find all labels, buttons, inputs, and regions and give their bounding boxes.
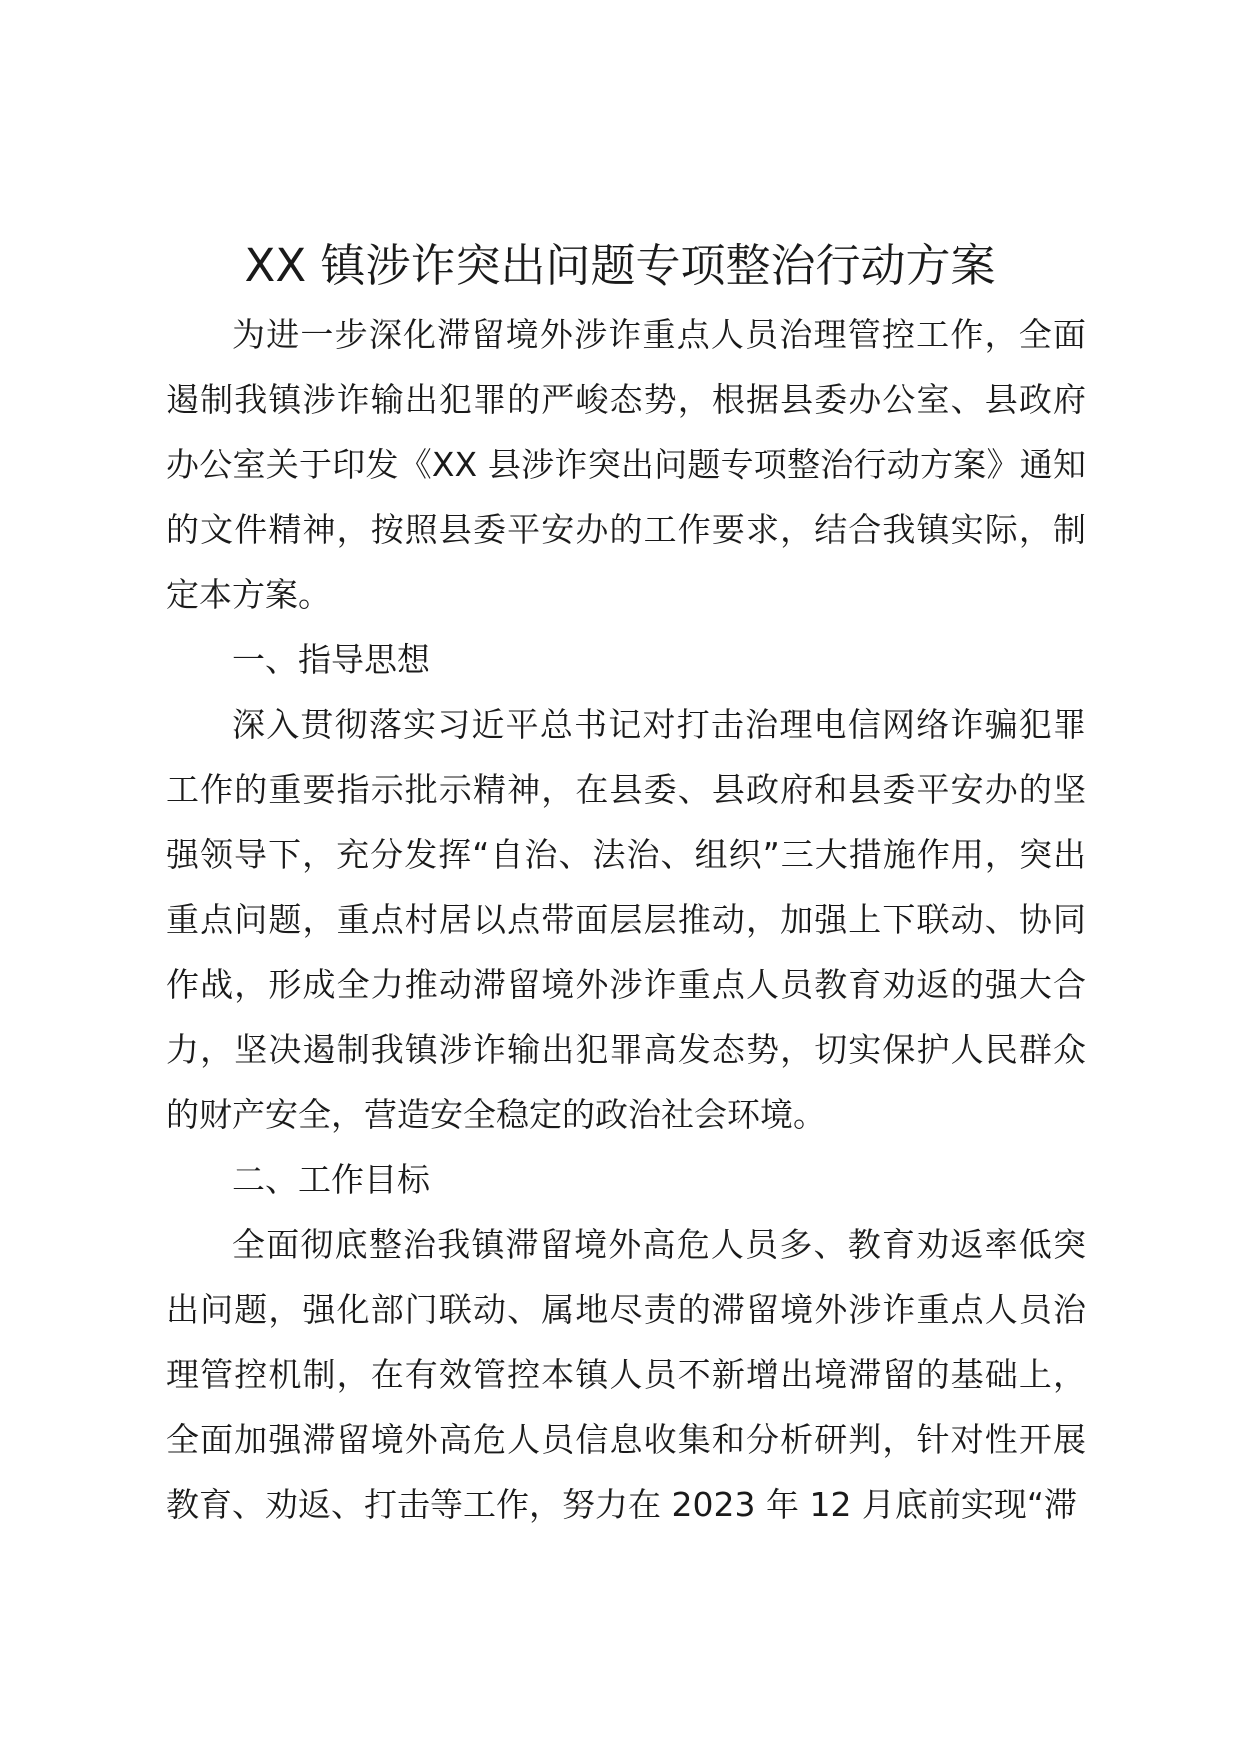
document-title: XX 镇涉诈突出问题专项整治行动方案 [244,239,996,292]
intro-paragraph: 为进一步深化滞留境外涉诈重点人员治理管控工作，全面遏制我镇涉诈输出犯罪的严峻态势，根据县委办公室、县政府办公室关于印发《XX 县涉诈突出问题专项整治行动方案》通知的文件精神，按照县委平安办的工作要求，结合我镇实际，制定本方案。 [166,315,1086,614]
document-body [166,302,1086,1537]
work-goals-paragraph: 全面彻底整治我镇滞留境外高危人员多、教育劝返率低突出问题，强化部门联动、属地尽责的滞留境外涉诈重点人员治理管控机制，在有效管控本镇人员不新增出境滞留的基础上，全面加强滞留境外高危人员信息收集和分析研判，针对性开展教育、劝返、打击等工作，努力在 2023 年 12 月底前实现“滞 [166,1225,1086,1524]
section-heading-guiding-ideology: 一、指导思想 [232,640,430,679]
guiding-ideology-paragraph: 深入贯彻落实习近平总书记对打击治理电信网络诈骗犯罪工作的重要指示批示精神，在县委、县政府和县委平安办的坚强领导下，充分发挥“自治、法治、组织”三大措施作用，突出重点问题，重点村居以点带面层层推动，加强上下联动、协同作战，形成全力推动滞留境外涉诈重点人员教育劝返的强大合力，坚决遏制我镇涉诈输出犯罪高发态势，切实保护人民群众的财产安全，营造安全稳定的政治社会环境。 [166,705,1086,1134]
section-heading-work-goals: 二、工作目标 [232,1160,430,1199]
